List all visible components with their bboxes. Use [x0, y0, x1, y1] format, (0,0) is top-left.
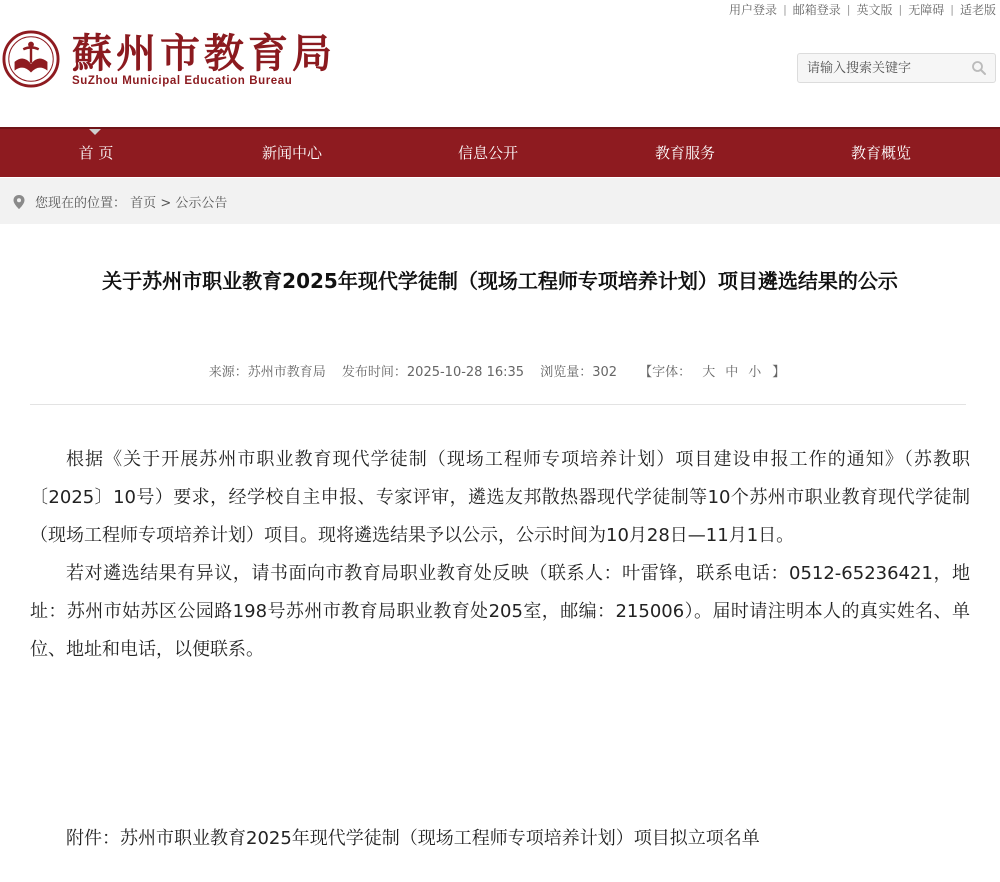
separator: |	[898, 3, 903, 16]
separator: |	[783, 3, 787, 16]
elderly-version-link[interactable]: 适老版	[959, 3, 996, 17]
breadcrumb-notices-link[interactable]: 公示公告	[175, 196, 228, 211]
separator: |	[846, 3, 851, 16]
title-divider	[30, 404, 966, 405]
article-title: 关于苏州市职业教育2025年现代学徒制（现场工程师专项培养计划）项目遴选结果的公示	[102, 269, 898, 293]
breadcrumb-text	[35, 192, 227, 211]
breadcrumb-separator: >	[160, 196, 172, 211]
article-body	[30, 441, 970, 669]
accessibility-link[interactable]: 无障碍	[908, 3, 945, 17]
english-version-link[interactable]: 英文版	[856, 3, 893, 17]
font-size-label: 【字体：	[639, 365, 692, 380]
font-size-close: 】	[772, 365, 786, 380]
site-logo[interactable]	[0, 28, 340, 98]
article-publish-time: 发布时间：2025-10-28 16:35	[341, 365, 525, 380]
utility-links	[729, 1, 996, 18]
article-paragraph: 若对遴选结果有异议，请书面向市教育局职业教育处反映（联系人：叶雷锋，联系电话：0512-65236421，地址：苏州市姑苏区公园路198号苏州市教育局职业教育处205室，邮编：215006）。届时请注明本人的真实姓名、单位、地址和电话，以便联系。	[30, 563, 970, 660]
font-size-medium[interactable]: 中	[725, 365, 739, 380]
search-icon[interactable]	[971, 60, 987, 76]
nav-info-disclosure[interactable]: 信息公开	[457, 144, 518, 162]
mail-login-link[interactable]: 邮箱登录	[792, 3, 841, 17]
location-pin-icon	[13, 195, 25, 209]
attachment-link[interactable]: 附件：苏州市职业教育2025年现代学徒制（现场工程师专项培养计划）项目拟立项名单	[66, 828, 760, 849]
logo-english-name: SuZhou Municipal Education Bureau	[72, 75, 293, 87]
font-size-small[interactable]: 小	[748, 365, 762, 380]
nav-education-overview[interactable]: 教育概览	[850, 144, 911, 162]
login-link[interactable]: 用户登录	[729, 3, 778, 17]
breadcrumb-home-link[interactable]: 首页	[130, 196, 157, 211]
article-paragraph: 根据《关于开展苏州市职业教育现代学徒制（现场工程师专项培养计划）项目建设申报工作的通知》（苏教职〔2025〕10号）要求，经学校自主申报、专家评审，遴选友邦散热器现代学徒制等10个苏州市职业教育现代学徒制（现场工程师专项培养计划）项目。现将遴选结果予以公示，公示时间为10月28日—11月1日。	[30, 449, 970, 546]
font-size-switcher	[633, 365, 791, 380]
breadcrumb	[0, 178, 1000, 224]
bureau-seal-icon	[2, 30, 60, 88]
logo-chinese-name: 蘇州市教育局	[72, 30, 336, 77]
search-box	[797, 53, 996, 83]
article-meta	[0, 361, 1000, 380]
main-nav	[0, 127, 1000, 177]
nav-news-center[interactable]: 新闻中心	[261, 144, 322, 162]
article-view-count: 浏览量：302	[540, 365, 618, 380]
article-source: 来源：苏州市教育局	[208, 365, 326, 380]
separator: |	[950, 3, 954, 16]
search-input[interactable]	[807, 59, 967, 77]
breadcrumb-prefix: 您现在的位置：	[35, 196, 127, 211]
font-size-large[interactable]: 大	[702, 365, 716, 380]
nav-education-services[interactable]: 教育服务	[654, 144, 715, 162]
nav-home[interactable]: 首 页	[78, 144, 114, 162]
